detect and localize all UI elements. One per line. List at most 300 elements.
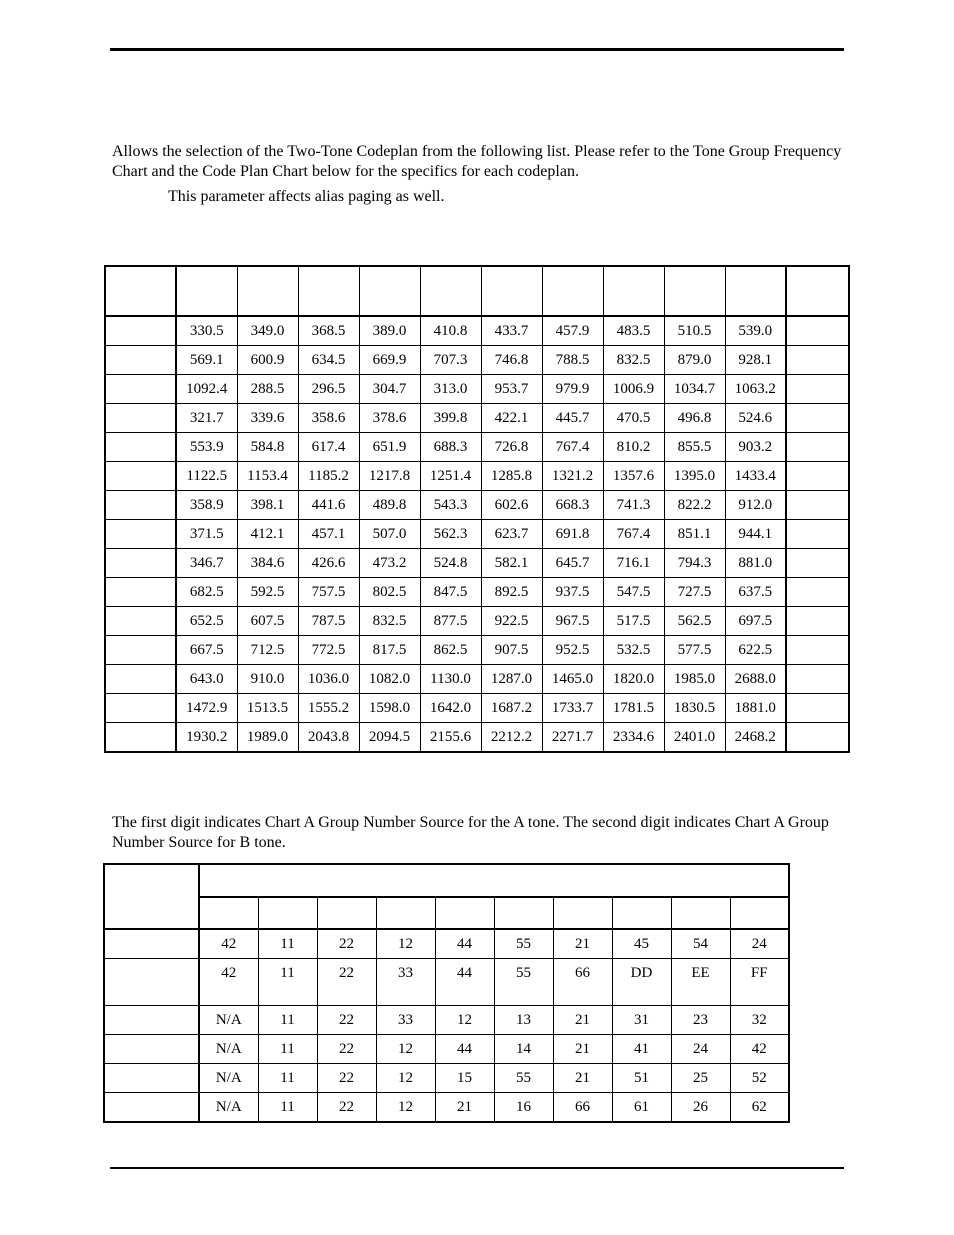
codeplan-value-cell: 45	[612, 929, 671, 959]
tone-frequency-cell: 339.6	[237, 404, 298, 433]
tone-extra-cell	[786, 462, 849, 491]
table-row	[104, 1064, 789, 1093]
tone-frequency-cell: 727.5	[664, 578, 725, 607]
tone-frequency-cell: 877.5	[420, 607, 481, 636]
tone-frequency-cell: 1153.4	[237, 462, 298, 491]
tone-frequency-cell: 1733.7	[542, 694, 603, 723]
codeplan-value-cell: 11	[258, 1035, 317, 1064]
codeplan-value-cell: DD	[612, 959, 671, 1006]
tone-frequency-cell: 1185.2	[298, 462, 359, 491]
table-row	[105, 433, 849, 462]
tone-frequency-cell: 389.0	[359, 316, 420, 346]
codeplan-value-cell: 11	[258, 929, 317, 959]
tone-frequency-cell: 398.1	[237, 491, 298, 520]
codeplan-value-cell: EE	[671, 959, 730, 1006]
table-row	[105, 694, 849, 723]
codeplan-value-cell: 22	[317, 929, 376, 959]
tone-frequency-cell: 1642.0	[420, 694, 481, 723]
tone-frequency-cell: 517.5	[603, 607, 664, 636]
tone-frequency-cell: 667.5	[176, 636, 237, 665]
tone-group-frequency-table	[104, 265, 850, 753]
tone-frequency-cell: 607.5	[237, 607, 298, 636]
table-row	[105, 607, 849, 636]
tone-frequency-cell: 496.8	[664, 404, 725, 433]
tone-frequency-cell: 441.6	[298, 491, 359, 520]
intro-paragraph: Allows the selection of the Two-Tone Codeplan from the following list. Please refer to the Tone Group Frequency Chart and the Code Plan Chart below for the specifics for each codeplan.	[112, 143, 842, 180]
tone-frequency-cell: 313.0	[420, 375, 481, 404]
tone-frequency-cell: 855.5	[664, 433, 725, 462]
tone-frequency-cell: 652.5	[176, 607, 237, 636]
tone-extra-cell	[786, 316, 849, 346]
table-row	[105, 375, 849, 404]
group-label-cell	[105, 636, 176, 665]
group-label-cell	[105, 491, 176, 520]
codeplan-value-cell: N/A	[199, 1006, 258, 1035]
tone-frequency-cell: 1036.0	[298, 665, 359, 694]
group-label-cell	[105, 549, 176, 578]
tone-frequency-cell: 1555.2	[298, 694, 359, 723]
tone-frequency-cell: 1130.0	[420, 665, 481, 694]
tone-frequency-cell: 726.8	[481, 433, 542, 462]
tone-frequency-cell: 457.9	[542, 316, 603, 346]
group-label-cell	[105, 375, 176, 404]
tone-frequency-cell: 1830.5	[664, 694, 725, 723]
tone-frequency-cell: 847.5	[420, 578, 481, 607]
tone-frequency-cell: 623.7	[481, 520, 542, 549]
codeplan-value-cell: 42	[199, 959, 258, 1006]
codeplan-value-cell: 31	[612, 1006, 671, 1035]
tone-frequency-cell: 304.7	[359, 375, 420, 404]
tone-frequency-cell: 358.9	[176, 491, 237, 520]
tone-frequency-cell: 1034.7	[664, 375, 725, 404]
codeplan-value-cell: 54	[671, 929, 730, 959]
tone-frequency-cell: 617.4	[298, 433, 359, 462]
codeplan-name-cell	[104, 959, 199, 1006]
table-row	[105, 316, 849, 346]
plan-header-cell	[199, 897, 258, 929]
tone-header-cell	[603, 266, 664, 316]
tone-header-cell	[786, 266, 849, 316]
tone-frequency-cell: 296.5	[298, 375, 359, 404]
codeplan-value-cell: 11	[258, 1093, 317, 1123]
tone-frequency-cell: 1513.5	[237, 694, 298, 723]
tone-frequency-cell: 832.5	[359, 607, 420, 636]
tone-frequency-cell: 378.6	[359, 404, 420, 433]
tone-frequency-cell: 577.5	[664, 636, 725, 665]
tone-frequency-cell: 2043.8	[298, 723, 359, 753]
codeplan-value-cell: 44	[435, 959, 494, 1006]
tone-frequency-cell: 346.7	[176, 549, 237, 578]
tone-frequency-cell: 712.5	[237, 636, 298, 665]
tone-frequency-cell: 330.5	[176, 316, 237, 346]
codeplan-value-cell: 11	[258, 1006, 317, 1035]
group-label-cell	[105, 462, 176, 491]
codeplan-value-cell: 24	[671, 1035, 730, 1064]
tone-frequency-cell: 288.5	[237, 375, 298, 404]
tone-frequency-cell: 371.5	[176, 520, 237, 549]
tone-frequency-cell: 651.9	[359, 433, 420, 462]
tone-extra-cell	[786, 433, 849, 462]
codeplan-value-cell: 44	[435, 1035, 494, 1064]
plan-header-top	[104, 864, 789, 897]
tone-extra-cell	[786, 404, 849, 433]
tone-frequency-cell: 1287.0	[481, 665, 542, 694]
table-row	[105, 665, 849, 694]
tone-header-cell	[359, 266, 420, 316]
tone-frequency-cell: 1092.4	[176, 375, 237, 404]
tone-frequency-cell: 879.0	[664, 346, 725, 375]
table-row	[104, 1006, 789, 1035]
tone-frequency-cell: 399.8	[420, 404, 481, 433]
tone-frequency-cell: 483.5	[603, 316, 664, 346]
tone-header-cell	[298, 266, 359, 316]
tone-header-cell	[542, 266, 603, 316]
tone-frequency-cell: 473.2	[359, 549, 420, 578]
tone-frequency-cell: 1930.2	[176, 723, 237, 753]
table-row	[105, 723, 849, 753]
tone-frequency-cell: 384.6	[237, 549, 298, 578]
codeplan-value-cell: 66	[553, 959, 612, 1006]
tone-frequency-cell: 953.7	[481, 375, 542, 404]
tone-frequency-cell: 368.5	[298, 316, 359, 346]
table-row	[105, 404, 849, 433]
tone-frequency-cell: 1820.0	[603, 665, 664, 694]
codeplan-value-cell: 21	[553, 929, 612, 959]
tone-extra-cell	[786, 578, 849, 607]
codeplan-value-cell: 62	[730, 1093, 789, 1123]
tone-frequency-cell: 907.5	[481, 636, 542, 665]
codeplan-value-cell: N/A	[199, 1093, 258, 1123]
tone-frequency-cell: 1989.0	[237, 723, 298, 753]
codeplan-value-cell: N/A	[199, 1035, 258, 1064]
tone-frequency-cell: 707.3	[420, 346, 481, 375]
tone-frequency-cell: 788.5	[542, 346, 603, 375]
codeplan-value-cell: 52	[730, 1064, 789, 1093]
tone-frequency-cell: 802.5	[359, 578, 420, 607]
codeplan-value-cell: 12	[376, 929, 435, 959]
tone-frequency-cell: 881.0	[725, 549, 786, 578]
tone-frequency-cell: 539.0	[725, 316, 786, 346]
tone-frequency-cell: 422.1	[481, 404, 542, 433]
tone-frequency-cell: 1433.4	[725, 462, 786, 491]
codeplan-value-cell: 25	[671, 1064, 730, 1093]
codeplan-value-cell: 42	[199, 929, 258, 959]
tone-frequency-cell: 746.8	[481, 346, 542, 375]
codeplan-value-cell: 33	[376, 959, 435, 1006]
plan-header-cell	[317, 897, 376, 929]
tone-frequency-cell: 1881.0	[725, 694, 786, 723]
tone-frequency-cell: 547.5	[603, 578, 664, 607]
group-label-cell	[105, 607, 176, 636]
tone-frequency-cell: 691.8	[542, 520, 603, 549]
table-row	[104, 1035, 789, 1064]
tone-extra-cell	[786, 491, 849, 520]
tone-frequency-cell: 445.7	[542, 404, 603, 433]
table-row	[104, 959, 789, 1006]
plan-header-cell	[104, 864, 199, 929]
tone-header-cell	[176, 266, 237, 316]
tone-frequency-cell: 967.5	[542, 607, 603, 636]
tone-extra-cell	[786, 520, 849, 549]
tone-frequency-cell: 1321.2	[542, 462, 603, 491]
codeplan-value-cell: 22	[317, 1064, 376, 1093]
codeplan-name-cell	[104, 1093, 199, 1123]
tone-frequency-cell: 1251.4	[420, 462, 481, 491]
tone-frequency-cell: 822.2	[664, 491, 725, 520]
codeplan-value-cell: 21	[435, 1093, 494, 1123]
table-row	[105, 636, 849, 665]
table-row	[105, 549, 849, 578]
alias-note: This parameter affects alias paging as well.	[168, 188, 445, 205]
tone-extra-cell	[786, 694, 849, 723]
group-label-cell	[105, 433, 176, 462]
tone-header-cell	[420, 266, 481, 316]
codeplan-value-cell: 12	[376, 1064, 435, 1093]
tone-frequency-cell: 2271.7	[542, 723, 603, 753]
codeplan-value-cell: 42	[730, 1035, 789, 1064]
codeplan-value-cell: FF	[730, 959, 789, 1006]
tone-frequency-cell: 569.1	[176, 346, 237, 375]
tone-table-body	[105, 316, 849, 752]
codeplan-value-cell: 12	[435, 1006, 494, 1035]
tone-frequency-cell: 412.1	[237, 520, 298, 549]
bottom-rule	[110, 1167, 844, 1169]
group-label-cell	[105, 404, 176, 433]
codeplan-value-cell: 66	[553, 1093, 612, 1123]
tone-frequency-cell: 1781.5	[603, 694, 664, 723]
codeplan-value-cell: 32	[730, 1006, 789, 1035]
tone-frequency-cell: 2155.6	[420, 723, 481, 753]
tone-frequency-cell: 2401.0	[664, 723, 725, 753]
tone-frequency-cell: 600.9	[237, 346, 298, 375]
tone-frequency-cell: 562.5	[664, 607, 725, 636]
plan-header-cell	[671, 897, 730, 929]
group-label-cell	[105, 520, 176, 549]
codeplan-value-cell: 11	[258, 959, 317, 1006]
tone-frequency-cell: 817.5	[359, 636, 420, 665]
tone-frequency-cell: 741.3	[603, 491, 664, 520]
table-row	[104, 929, 789, 959]
tone-frequency-cell: 553.9	[176, 433, 237, 462]
codeplan-value-cell: 22	[317, 1006, 376, 1035]
plan-header-cell	[553, 897, 612, 929]
codeplan-name-cell	[104, 929, 199, 959]
tone-frequency-cell: 1985.0	[664, 665, 725, 694]
codeplan-value-cell: 33	[376, 1006, 435, 1035]
tone-frequency-cell: 668.3	[542, 491, 603, 520]
tone-frequency-cell: 1122.5	[176, 462, 237, 491]
tone-frequency-cell: 1465.0	[542, 665, 603, 694]
table-row	[105, 346, 849, 375]
tone-frequency-cell: 2334.6	[603, 723, 664, 753]
plan-header-cell	[612, 897, 671, 929]
codeplan-value-cell: 22	[317, 1035, 376, 1064]
tone-frequency-cell: 910.0	[237, 665, 298, 694]
tone-frequency-cell: 912.0	[725, 491, 786, 520]
table-row	[104, 1093, 789, 1123]
group-label-cell	[105, 665, 176, 694]
tone-frequency-cell: 832.5	[603, 346, 664, 375]
tone-extra-cell	[786, 549, 849, 578]
tone-frequency-cell: 1395.0	[664, 462, 725, 491]
codeplan-value-cell: 22	[317, 1093, 376, 1123]
codeplan-value-cell: 12	[376, 1035, 435, 1064]
tone-frequency-cell: 1006.9	[603, 375, 664, 404]
tone-frequency-cell: 903.2	[725, 433, 786, 462]
tone-frequency-cell: 944.1	[725, 520, 786, 549]
codeplan-value-cell: N/A	[199, 1064, 258, 1093]
top-rule	[110, 48, 844, 51]
codeplan-value-cell: 15	[435, 1064, 494, 1093]
group-label-cell	[105, 346, 176, 375]
tone-frequency-cell: 524.8	[420, 549, 481, 578]
table-row	[105, 462, 849, 491]
tone-frequency-cell: 532.5	[603, 636, 664, 665]
codeplan-value-cell: 13	[494, 1006, 553, 1035]
plan-header-cell	[435, 897, 494, 929]
codeplan-name-cell	[104, 1006, 199, 1035]
tone-frequency-cell: 543.3	[420, 491, 481, 520]
tone-frequency-cell: 321.7	[176, 404, 237, 433]
plan-table-body	[104, 929, 789, 1122]
tone-frequency-cell: 716.1	[603, 549, 664, 578]
tone-frequency-cell: 772.5	[298, 636, 359, 665]
tone-frequency-cell: 682.5	[176, 578, 237, 607]
plan-header-cell	[730, 897, 789, 929]
tone-frequency-cell: 757.5	[298, 578, 359, 607]
tone-extra-cell	[786, 607, 849, 636]
tone-frequency-cell: 643.0	[176, 665, 237, 694]
tone-extra-cell	[786, 665, 849, 694]
tone-frequency-cell: 358.6	[298, 404, 359, 433]
codeplan-value-cell: 55	[494, 959, 553, 1006]
codeplan-value-cell: 22	[317, 959, 376, 1006]
tone-frequency-cell: 2212.2	[481, 723, 542, 753]
tone-frequency-cell: 645.7	[542, 549, 603, 578]
tone-frequency-cell: 622.5	[725, 636, 786, 665]
group-label-cell	[105, 316, 176, 346]
tone-frequency-cell: 2468.2	[725, 723, 786, 753]
codeplan-value-cell: 23	[671, 1006, 730, 1035]
tone-frequency-cell: 1598.0	[359, 694, 420, 723]
plan-header-cell	[258, 897, 317, 929]
tone-frequency-cell: 787.5	[298, 607, 359, 636]
tone-extra-cell	[786, 723, 849, 753]
codeplan-value-cell: 12	[376, 1093, 435, 1123]
tone-extra-cell	[786, 636, 849, 665]
tone-frequency-cell: 794.3	[664, 549, 725, 578]
codeplan-value-cell: 61	[612, 1093, 671, 1123]
plan-header-cell	[376, 897, 435, 929]
tone-header-cell	[725, 266, 786, 316]
tone-table-header	[105, 266, 849, 316]
plan-header-sub	[104, 897, 789, 929]
codeplan-name-cell	[104, 1035, 199, 1064]
tone-frequency-cell: 410.8	[420, 316, 481, 346]
plan-header-cell	[494, 897, 553, 929]
tone-frequency-cell: 979.9	[542, 375, 603, 404]
tone-frequency-cell: 592.5	[237, 578, 298, 607]
tone-frequency-cell: 510.5	[664, 316, 725, 346]
codeplan-value-cell: 26	[671, 1093, 730, 1123]
tone-frequency-cell: 1217.8	[359, 462, 420, 491]
tone-frequency-cell: 426.6	[298, 549, 359, 578]
tone-frequency-cell: 669.9	[359, 346, 420, 375]
codeplan-value-cell: 55	[494, 1064, 553, 1093]
tone-frequency-cell: 507.0	[359, 520, 420, 549]
codeplan-value-cell: 41	[612, 1035, 671, 1064]
tone-frequency-cell: 1472.9	[176, 694, 237, 723]
tone-header-cell	[481, 266, 542, 316]
tone-frequency-cell: 433.7	[481, 316, 542, 346]
table-row	[105, 578, 849, 607]
digits-paragraph: The first digit indicates Chart A Group Number Source for the A tone. The second digit indicates Chart A Group Number Source for B tone.	[112, 814, 829, 851]
tone-frequency-cell: 349.0	[237, 316, 298, 346]
tone-frequency-cell: 922.5	[481, 607, 542, 636]
tone-frequency-cell: 1285.8	[481, 462, 542, 491]
codeplan-value-cell: 55	[494, 929, 553, 959]
tone-header-cell	[664, 266, 725, 316]
group-label-cell	[105, 578, 176, 607]
tone-frequency-cell: 584.8	[237, 433, 298, 462]
group-label-cell	[105, 694, 176, 723]
tone-frequency-cell: 634.5	[298, 346, 359, 375]
table-row	[105, 491, 849, 520]
tone-frequency-cell: 582.1	[481, 549, 542, 578]
group-label-cell	[105, 723, 176, 753]
tone-frequency-cell: 892.5	[481, 578, 542, 607]
tone-frequency-cell: 637.5	[725, 578, 786, 607]
tone-header-cell	[105, 266, 176, 316]
tone-frequency-cell: 2094.5	[359, 723, 420, 753]
tone-frequency-cell: 562.3	[420, 520, 481, 549]
tone-frequency-cell: 688.3	[420, 433, 481, 462]
tone-frequency-cell: 524.6	[725, 404, 786, 433]
codeplan-value-cell: 21	[553, 1064, 612, 1093]
tone-frequency-cell: 1063.2	[725, 375, 786, 404]
plan-header-span	[199, 864, 789, 897]
code-plan-table	[103, 863, 790, 1123]
codeplan-value-cell: 16	[494, 1093, 553, 1123]
codeplan-value-cell: 24	[730, 929, 789, 959]
tone-extra-cell	[786, 375, 849, 404]
codeplan-value-cell: 11	[258, 1064, 317, 1093]
tone-frequency-cell: 602.6	[481, 491, 542, 520]
table-row	[105, 520, 849, 549]
tone-frequency-cell: 810.2	[603, 433, 664, 462]
tone-frequency-cell: 2688.0	[725, 665, 786, 694]
codeplan-value-cell: 21	[553, 1006, 612, 1035]
tone-frequency-cell: 862.5	[420, 636, 481, 665]
tone-frequency-cell: 457.1	[298, 520, 359, 549]
tone-frequency-cell: 697.5	[725, 607, 786, 636]
codeplan-name-cell	[104, 1064, 199, 1093]
tone-frequency-cell: 851.1	[664, 520, 725, 549]
tone-frequency-cell: 767.4	[542, 433, 603, 462]
tone-frequency-cell: 1687.2	[481, 694, 542, 723]
tone-frequency-cell: 767.4	[603, 520, 664, 549]
tone-frequency-cell: 952.5	[542, 636, 603, 665]
codeplan-value-cell: 21	[553, 1035, 612, 1064]
tone-frequency-cell: 1357.6	[603, 462, 664, 491]
tone-frequency-cell: 928.1	[725, 346, 786, 375]
codeplan-value-cell: 44	[435, 929, 494, 959]
codeplan-value-cell: 14	[494, 1035, 553, 1064]
tone-frequency-cell: 470.5	[603, 404, 664, 433]
tone-extra-cell	[786, 346, 849, 375]
codeplan-value-cell: 51	[612, 1064, 671, 1093]
tone-frequency-cell: 489.8	[359, 491, 420, 520]
